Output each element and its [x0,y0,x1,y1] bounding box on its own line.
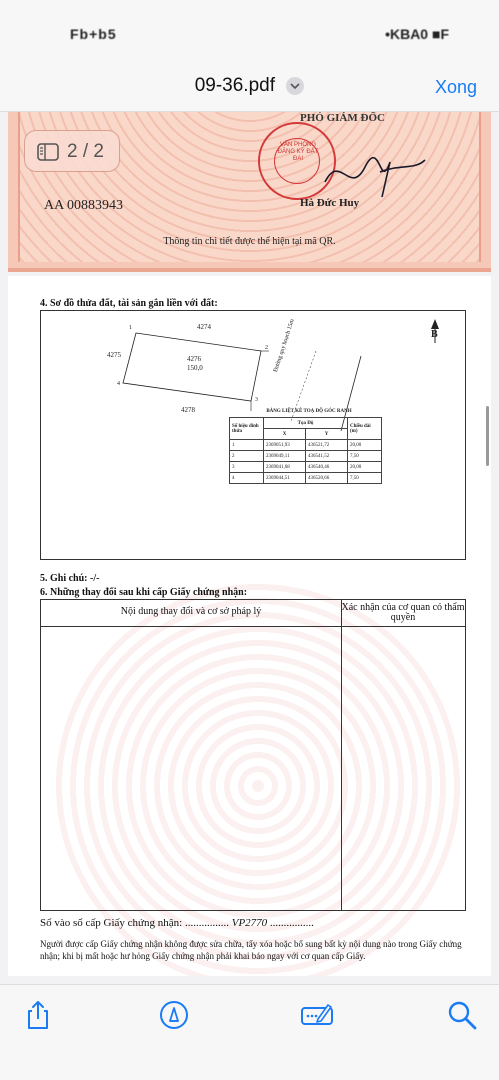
header-divider [41,626,465,627]
pdf-page-2 [8,276,491,976]
changes-column-confirmation: Xác nhận của cơ quan có thẩm quyền [341,602,465,623]
table-row [230,473,382,484]
table-cell: 436520,66 [306,473,348,484]
status-bar [0,0,499,62]
parcel-number: 4276 [187,355,201,363]
table-cell: 2369044,51 [264,473,306,484]
coord-header-vertex: Số hiệu đỉnh thửa [230,418,264,440]
page-indicator[interactable] [24,130,120,172]
table-cell: 436540,46 [306,462,348,473]
section-6-title: 6. Những thay đổi sau khi cấp Giấy chứng nhận: [40,587,248,598]
changes-table [40,599,466,911]
coord-header-coords: Tọa Độ [264,418,348,429]
registry-dots-1: ................ [184,917,229,929]
section-4-title: 4. Sơ đồ thửa đất, tài sản gắn liền với đất: [40,298,218,309]
table-cell: 20,00 [348,462,382,473]
table-cell: 2369051,93 [264,440,306,451]
sidebar-icon [37,143,59,161]
table-cell: 1 [230,440,264,451]
parcel-top-label: 4274 [197,323,211,331]
table-cell: 4 [230,473,264,484]
search-icon[interactable] [446,999,478,1031]
registry-label: Số vào sổ cấp Giấy chứng nhận: [40,917,183,929]
table-cell: 436521,72 [306,440,348,451]
share-icon[interactable] [22,999,54,1031]
table-cell: 3 [230,462,264,473]
done-button[interactable]: Xong [434,77,477,97]
section-5-title: 5. Ghi chú: -/- [40,573,100,584]
document-title-button[interactable] [0,75,499,97]
parcel-bottom-label: 4278 [181,406,195,414]
table-cell: 2 [230,451,264,462]
table-cell: 436541,52 [306,451,348,462]
vertex-4-label: 4 [117,381,120,387]
coord-table [229,417,382,484]
form-icon[interactable] [300,999,332,1031]
vertex-2-label: 2 [265,345,268,351]
registry-value: VP2770 [231,917,268,929]
table-row [230,451,382,462]
registry-line [40,917,314,929]
position-title: PHÓ GIÁM ĐỐC [300,112,385,124]
coord-subheader-y: Y [306,429,348,440]
vertex-1-label: 1 [129,325,132,331]
table-row [230,462,382,473]
bottom-toolbar [0,984,499,1080]
chevron-down-icon[interactable] [286,77,304,95]
seal-text: VĂN PHÒNG ĐĂNG KÝ ĐẤT ĐAI [277,142,319,162]
nav-bar [0,62,499,112]
table-cell: 7,50 [348,473,382,484]
table-row [230,440,382,451]
qr-note: Thông tin chi tiết được thể hiện tại mã QR. [163,236,336,247]
parcel-map [40,310,466,560]
status-left-text: Fb+b5 [70,26,117,42]
coord-table-title: BẢNG LIỆT KÊ TOẠ ĐỘ GÓC RANH [266,409,352,414]
signature-icon [320,142,430,202]
changes-column-content: Nội dung thay đổi và cơ sở pháp lý [120,606,262,617]
column-divider [341,600,342,910]
markup-icon[interactable] [158,999,190,1031]
vertex-3-label: 3 [255,397,258,403]
serial-number: AA 00883943 [44,198,123,213]
status-right-indicators: •KBA0 ■F [385,26,449,42]
registry-dots-2: ................ [269,917,314,929]
coord-header-length: Chiều dài (m) [348,418,382,440]
table-cell: 2369041,68 [264,462,306,473]
scrollbar[interactable] [486,406,489,466]
road-label: Đường quy hoạch 15m [273,318,296,373]
table-cell: 7,50 [348,451,382,462]
coord-subheader-x: X [264,429,306,440]
parcel-area: 150,0 [187,364,203,372]
notice-text: Người được cấp Giấy chứng nhận không được sửa chữa, tẩy xóa hoặc bổ sung bất kỳ nội dung nào trong Giấy chứng nhận; khi bị mất hoặc hư hỏng Giấy chứng nhận phải khai báo ngay với cơ quan cấp Giấy. [40,939,462,961]
page-indicator-label: 2 / 2 [67,141,104,162]
document-title: 09-36.pdf [194,75,275,96]
signer-name: Hà Đức Huy [300,197,360,209]
table-cell: 2369049,11 [264,451,306,462]
table-cell: 20,00 [348,440,382,451]
map-north-label: B [431,329,438,340]
parcel-left-label: 4275 [107,351,121,359]
